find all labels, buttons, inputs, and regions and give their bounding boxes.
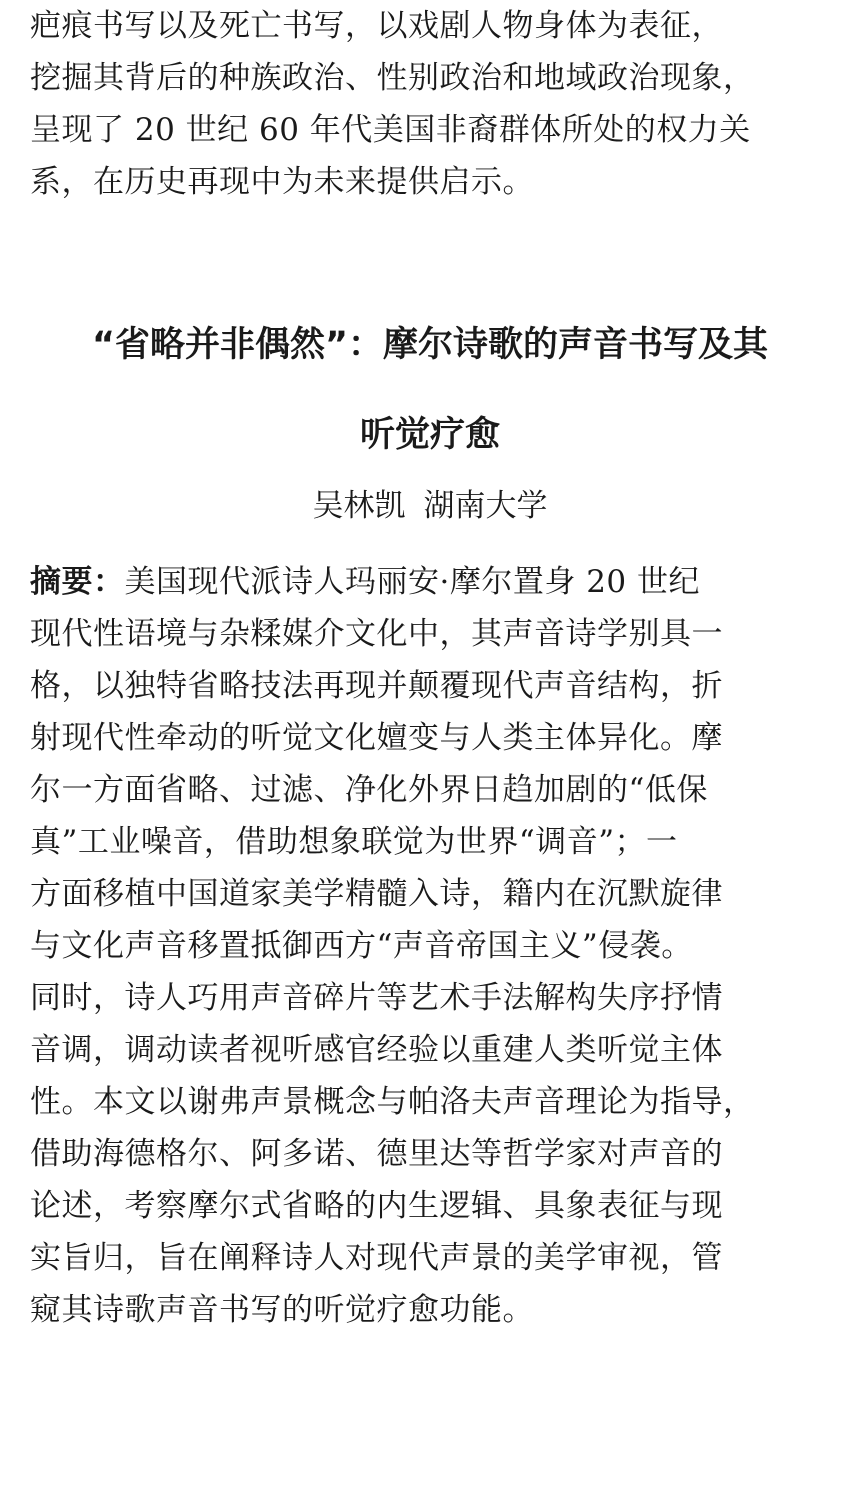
paragraph-line: 射现代性牵动的听觉文化嬗变与人类主体异化。摩 [30,720,723,756]
title-line: “省略并非偶然”：摩尔诗歌的声音书写及其 [91,325,768,365]
author-affiliation: 湖南大学 [423,488,548,524]
paragraph-line: 论述，考察摩尔式省略的内生逻辑、具象表征与现 [30,1188,723,1224]
paragraph-line: 真”工业噪音，借助想象联觉为世界“调音”；一 [30,824,678,860]
paragraph-line: 尔一方面省略、过滤、净化外界日趋加剧的“低保 [30,772,708,808]
paragraph-line: 与文化声音移置抵御西方“声音帝国主义”侵袭。 [30,928,693,964]
title-line: 听觉疗愈 [359,415,500,455]
paragraph-line: 同时，诗人巧用声音碎片等艺术手法解构失序抒情 [30,980,723,1016]
abstract [30,556,830,1336]
paragraph-line: 现代性语境与杂糅媒介文化中，其声音诗学别具一 [30,616,723,652]
paragraph-line: 挖掘其背后的种族政治、性别政治和地域政治现象， [30,60,755,96]
paragraph-line: 呈现了 20 世纪 60 年代美国非裔群体所处的权力关 [30,112,751,148]
abstract-label: 摘要： [30,564,125,600]
previous-section-text [30,0,830,208]
paragraph-line: 实旨归，旨在阐释诗人对现代声景的美学审视，管 [30,1240,723,1276]
paragraph-line: 疤痕书写以及死亡书写，以戏剧人物身体为表征， [30,8,723,44]
paragraph-line: 性。本文以谢弗声景概念与帕洛夫声音理论为指导， [30,1084,755,1120]
byline [30,480,830,532]
author-name: 吴林凯 [312,488,406,524]
paragraph-line: 方面移植中国道家美学精髓入诗，籍内在沉默旋律 [30,876,723,912]
paragraph-line [30,556,830,608]
paragraph-line: 借助海德格尔、阿多诺、德里达等哲学家对声音的 [30,1136,723,1172]
paragraph-line: 音调，调动读者视听感官经验以重建人类听觉主体 [30,1032,723,1068]
article-title [30,300,830,480]
paragraph-line: 窥其诗歌声音书写的听觉疗愈功能。 [30,1292,534,1328]
abstract-first-line: 美国现代派诗人玛丽安·摩尔置身 20 世纪 [124,564,701,600]
paragraph-line: 格，以独特省略技法再现并颠覆现代声音结构，折 [30,668,723,704]
paragraph-line: 系，在历史再现中为未来提供启示。 [30,164,534,200]
